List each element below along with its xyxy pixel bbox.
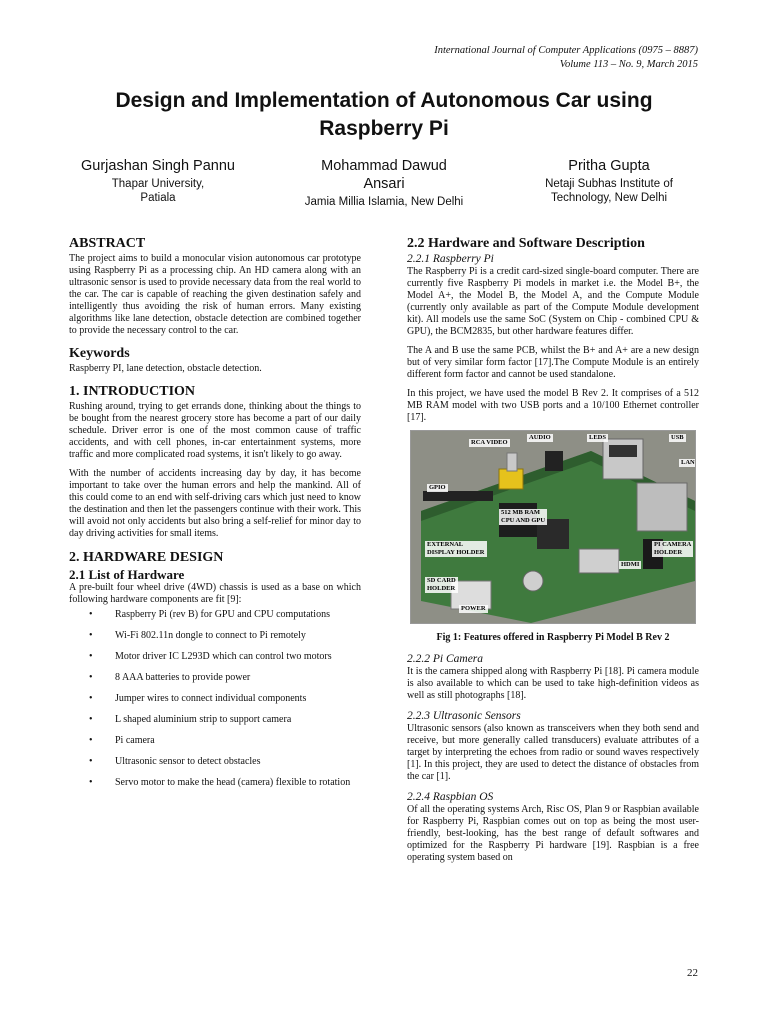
list-item	[69, 651, 361, 663]
label-lan: LAN	[681, 459, 695, 466]
label-hdmi: HDMI	[621, 561, 640, 568]
raspberry-pi-paragraph-3: In this project, we have used the model B Rev 2. It comprises of a 512 MB RAM model with two USB ports and a 10/100 Ethernet controller [17].	[407, 388, 699, 423]
list-item-text: Ultrasonic sensor to detect obstacles	[115, 756, 261, 767]
author-name-line: Mohammad Dawud	[321, 158, 447, 174]
list-item	[69, 735, 361, 747]
author-1	[68, 157, 248, 205]
ultrasonic-heading: 2.2.3 Ultrasonic Sensors	[407, 710, 521, 722]
abstract-text: The project aims to build a monocular vision autonomous car prototype using Raspberry Pi as a processing chip. An HD camera along with an ultrasonic sensor is used to provide necessary data from the real world to the car. The car is capable of reaching the given destination safely and intelligently thus avoiding the risk of human errors. Many existing algorithms like lane detection, obstacle detection are combined together to provide the necessary control to the car.	[69, 253, 361, 336]
label-rca-video: RCA VIDEO	[471, 439, 508, 446]
label-external-line-1: EXTERNAL	[427, 541, 464, 548]
list-item-text: Pi camera	[115, 735, 155, 746]
label-ram-line-2: CPU AND GPU	[501, 517, 546, 524]
right-column	[407, 236, 699, 864]
bullet: •	[89, 693, 93, 704]
list-item-text: Raspberry Pi (rev B) for GPU and CPU computations	[115, 609, 330, 620]
author-name	[294, 157, 474, 193]
bullet: •	[89, 777, 93, 788]
author-affiliation: Jamia Millia Islamia, New Delhi	[304, 196, 464, 208]
list-item-text: Wi-Fi 802.11n dongle to connect to Pi remotely	[115, 630, 306, 641]
abstract-heading: ABSTRACT	[69, 236, 146, 251]
raspberry-pi-heading: 2.2.1 Raspberry Pi	[407, 253, 494, 265]
journal-header	[434, 44, 698, 72]
raspberry-pi-photo	[410, 430, 696, 624]
list-item	[69, 630, 361, 642]
hardware-list	[69, 609, 361, 789]
raspberry-pi-board-illustration	[411, 431, 695, 623]
author-name: Gurjashan Singh Pannu	[81, 158, 235, 174]
keywords-heading: Keywords	[69, 346, 130, 361]
author-name-line: Ansari	[363, 176, 405, 192]
label-sd-line-1: SD CARD	[427, 577, 456, 584]
introduction-paragraph-1: Rushing around, trying to get errands done, thinking about the things to be bought from the nearest grocery store has become a part of our daily schedule. Driver error is one of the most common cause of traffic accidents, and with cell phones, in-car entertainment systems, more traffic and more complicated road systems, it isn't likely to go away.	[69, 401, 361, 460]
list-item-text: L shaped aluminium strip to support camera	[115, 714, 292, 725]
introduction-heading: 1. INTRODUCTION	[69, 384, 196, 399]
label-pi-camera	[652, 541, 693, 557]
bullet: •	[89, 651, 93, 662]
label-sd-card	[425, 577, 458, 593]
raspberry-pi-paragraph-2: The A and B use the same PCB, whilst the B+ and A+ are a new design but of very similar form factor [17].The Compute Module is an entirely different form factor and cannot be used standalone.	[407, 345, 699, 380]
pi-camera-heading: 2.2.2 Pi Camera	[407, 653, 484, 665]
author-name: Pritha Gupta	[568, 158, 650, 174]
keywords-text: Raspberry PI, lane detection, obstacle detection.	[69, 363, 262, 374]
list-item	[69, 693, 361, 705]
list-item	[69, 756, 361, 768]
affiliation-line: Patiala	[140, 192, 176, 204]
page-number: 22	[687, 967, 698, 979]
raspbian-heading: 2.2.4 Raspbian OS	[407, 791, 494, 803]
journal-name: International Journal of Computer Applications (0975 – 8887)	[434, 45, 698, 56]
list-item-text: Servo motor to make the head (camera) flexible to rotation	[115, 777, 351, 788]
bullet: •	[89, 756, 93, 767]
affiliation-line: Netaji Subhas Institute of	[545, 178, 673, 190]
list-item	[69, 714, 361, 726]
list-item-text: Motor driver IC L293D which can control two motors	[115, 651, 332, 662]
author-affiliation	[68, 177, 248, 205]
ultrasonic-text: Ultrasonic sensors (also known as transceivers when they both send and receive, but more generally called transducers) evaluate attributes of a target by interpreting the echoes from radio or sound waves respectively [1]. In this project, they are used to detect the distance of obstacles from the car [1].	[407, 723, 699, 782]
label-usb: USB	[671, 434, 684, 441]
list-item-text: 8 AAA batteries to provide power	[115, 672, 251, 683]
hardware-design-heading: 2. HARDWARE DESIGN	[69, 550, 224, 565]
label-camera-line-2: HOLDER	[654, 549, 683, 556]
list-item	[69, 672, 361, 684]
label-leds: LEDS	[589, 434, 606, 441]
label-external-display	[425, 541, 487, 557]
label-external-line-2: DISPLAY HOLDER	[427, 549, 485, 556]
label-gpio: GPIO	[429, 484, 446, 491]
author-affiliation	[519, 177, 699, 205]
title-line-1: Design and Implementation of Autonomous Car using	[115, 89, 653, 112]
author-2	[294, 157, 474, 209]
label-power: POWER	[461, 605, 486, 612]
journal-volume: Volume 113 – No. 9, March 2015	[559, 59, 698, 70]
figure-caption: Fig 1: Features offered in Raspberry Pi Model B Rev 2	[436, 632, 670, 643]
author-3	[519, 157, 699, 205]
hardware-intro: A pre-built four wheel drive (4WD) chassis is used as a base on which following hardware components are fit [9]:	[69, 582, 361, 605]
label-sd-line-2: HOLDER	[427, 585, 456, 592]
title-line-2: Raspberry Pi	[319, 117, 449, 140]
bullet: •	[89, 735, 93, 746]
list-item	[69, 777, 361, 789]
bullet: •	[89, 609, 93, 620]
label-ram-line-1: 512 MB RAM	[501, 509, 540, 516]
affiliation-line: Technology, New Delhi	[550, 192, 668, 204]
list-of-hardware-heading: 2.1 List of Hardware	[69, 567, 185, 582]
left-column	[69, 236, 361, 798]
raspberry-pi-paragraph-1: The Raspberry Pi is a credit card-sized single-board computer. There are currently five Raspberry Pi models in market i.e. the Model B+, the Model A+, the Model B, the Model A, and the Compute Module (currently only available as part of the Compute Module development kit). All models use the same SoC (System on Chip - combined CPU & GPU), the BCM2835, but other hardware features differ.	[407, 266, 699, 337]
bullet: •	[89, 672, 93, 683]
raspbian-text: Of all the operating systems Arch, Risc OS, Plan 9 or Raspbian available for Raspberry Pi, Raspbian comes out on top as being the most user-friendly, best-looking, has the best range of default softwares and optimized for the Raspberry Pi hardware [19]. Raspbian is a free operating system based on	[407, 804, 699, 863]
affiliation-line: Thapar University,	[111, 178, 205, 190]
hw-sw-heading: 2.2 Hardware and Software Description	[407, 236, 645, 251]
label-audio: AUDIO	[529, 434, 551, 441]
bullet: •	[89, 714, 93, 725]
introduction-paragraph-2: With the number of accidents increasing day by day, it has become important to take over the human errors and help the mankind. All of this could come to an end with self-driving cars which just need to know the destination and then let the passengers continue with their work. This will avoid not only accidents but also bring a self-relief for minor day to day driving activities for small items.	[69, 468, 361, 539]
list-item	[69, 609, 361, 621]
label-camera-line-1: PI CAMERA	[654, 541, 692, 548]
pi-camera-text: It is the camera shipped along with Raspberry Pi [18]. Pi camera module is also available to which can be used to take high-definition videos as well as still photographs [18].	[407, 666, 699, 701]
bullet: •	[89, 630, 93, 641]
label-ram	[499, 509, 547, 525]
paper-title	[60, 87, 708, 143]
list-item-text: Jumper wires to connect individual components	[115, 693, 307, 704]
